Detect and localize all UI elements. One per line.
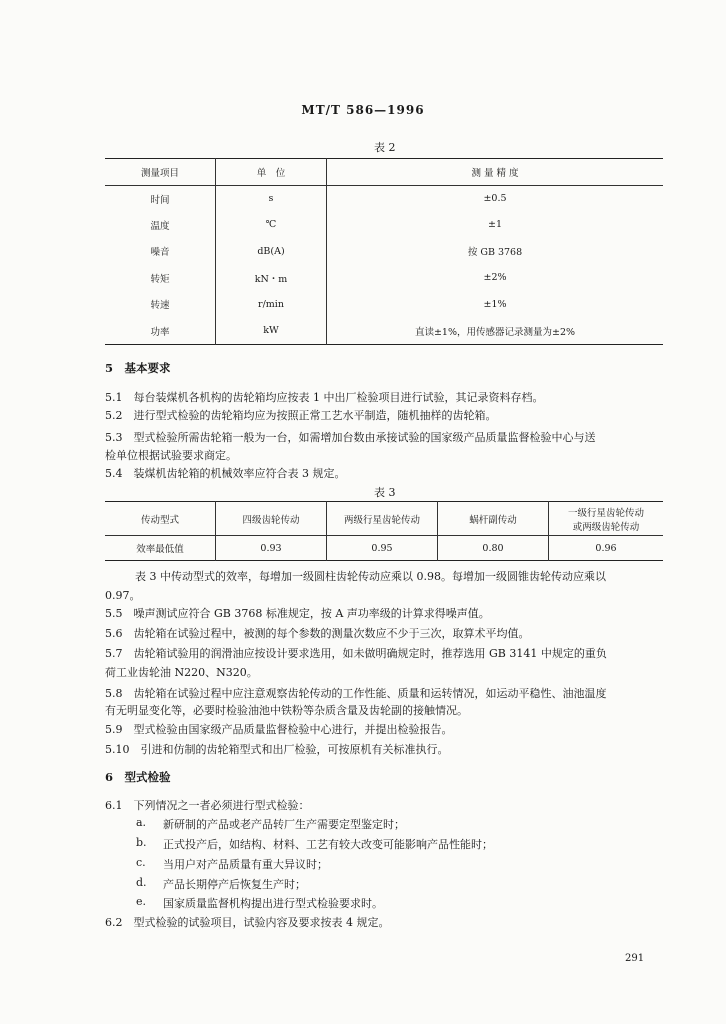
list-item: 产品长期停产后恢复生产时； [163, 878, 306, 891]
table-cell: 时间 [150, 194, 170, 206]
table-row [105, 238, 663, 265]
table3 [105, 501, 663, 561]
table-cell: 直读±1%，用传感器记录测量为±2% [327, 318, 664, 345]
table-cell: ±1 [327, 212, 664, 239]
page-number: 291 [625, 953, 645, 964]
table-header-line: 或两级齿轮传动 [572, 521, 640, 533]
list-item: 正式投产后，如结构、材料、工艺有较大改变可能影响产品性能时； [163, 838, 493, 851]
table-cell: 0.95 [327, 536, 438, 561]
list-item-marker: e. [136, 895, 147, 908]
table-cell: 0.80 [438, 536, 549, 561]
table-cell: ℃ [216, 212, 327, 239]
list-item-marker: b. [136, 836, 147, 849]
paragraph-5-10: 5.10 引进和仿制的齿轮箱型式和出厂检验，可按原机有关标准执行。 [105, 743, 449, 756]
table-cell: 转速 [150, 300, 170, 312]
table-cell: kW [216, 318, 327, 345]
table3-note: 表 3 中传动型式的效率，每增加一级圆柱齿轮传动应乘以 0.98。每增加一级圆锥齿轮传动应乘以 [135, 570, 606, 583]
table-header-line: 一级行星齿轮传动 [567, 507, 644, 519]
table-header-cell: 测量项目 [105, 159, 216, 186]
paragraph-5-8: 5.8 齿轮箱在试验过程中应注意观察齿轮传动的工作性能、质量和运转情况，如运动平稳性、油池温度 [105, 687, 607, 700]
table-row [105, 536, 663, 561]
list-item-marker: c. [136, 856, 146, 869]
table-cell: 温度 [150, 220, 170, 232]
table2 [105, 158, 663, 345]
table-cell: ±2% [327, 265, 664, 292]
paragraph-5-7-cont: 荷工业齿轮油 N220、N320。 [105, 666, 258, 679]
table-cell: 转矩 [150, 273, 170, 285]
table-header-cell: 蜗杆副传动 [438, 502, 549, 536]
paragraph-5-4: 5.4 装煤机齿轮箱的机械效率应符合表 3 规定。 [105, 467, 346, 480]
list-item-marker: d. [136, 876, 147, 889]
paragraph-5-6: 5.6 齿轮箱在试验过程中，被测的每个参数的测量次数应不少于三次，取算术平均值。 [105, 627, 530, 640]
section-5-title: 5 基本要求 [105, 361, 171, 375]
table-header-cell: 测 量 精 度 [327, 159, 664, 186]
paragraph-5-8-cont: 有无明显变化等，必要时检验油池中铁粉等杂质含量及齿轮副的接触情况。 [105, 704, 468, 717]
paragraph-5-3-cont: 检单位根据试验要求商定。 [105, 449, 237, 462]
paragraph-5-3: 5.3 型式检验所需齿轮箱一般为一台，如需增加台数由承接试验的国家级产品质量监督检验中心与送 [105, 431, 596, 444]
table-cell: ±1% [327, 291, 664, 318]
list-item: 当用户对产品质量有重大异议时； [163, 858, 328, 871]
table-row [105, 291, 663, 318]
table3-note-cont: 0.97。 [105, 589, 141, 602]
paragraph-6-1: 6.1 下列情况之一者必须进行型式检验： [105, 799, 310, 812]
list-item: 国家质量监督机构提出进行型式检验要求时。 [163, 897, 383, 910]
table-header-row [105, 159, 663, 186]
table-header-cell: 四级齿轮传动 [216, 502, 327, 536]
table-row [105, 265, 663, 292]
list-item: 新研制的产品或老产品转厂生产需要定型鉴定时； [163, 818, 405, 831]
table-cell: 按 GB 3768 [327, 238, 664, 265]
table3-caption: 表 3 [374, 486, 396, 499]
table-header-cell: 传动型式 [105, 502, 216, 536]
table-row [105, 318, 663, 345]
table-cell: 效率最低值 [136, 544, 184, 555]
table-cell: dB(A) [216, 238, 327, 265]
table-row [105, 212, 663, 239]
list-item-marker: a. [136, 816, 147, 829]
table-cell: ±0.5 [327, 185, 664, 212]
table-cell: 0.96 [549, 536, 664, 561]
table-cell: 功率 [150, 326, 170, 338]
table-header-cell [549, 502, 664, 536]
table-cell: 0.93 [216, 536, 327, 561]
paragraph-6-2: 6.2 型式检验的试验项目，试验内容及要求按表 4 规定。 [105, 916, 390, 929]
table-cell: r/min [216, 291, 327, 318]
section-6-title: 6 型式检验 [105, 770, 171, 784]
table-cell: kN・m [216, 265, 327, 292]
paragraph-5-1: 5.1 每台装煤机各机构的齿轮箱均应按表 1 中出厂检验项目进行试验，其记录资料存档。 [105, 391, 544, 404]
table2-caption: 表 2 [374, 141, 396, 154]
table-header-cell: 两级行星齿轮传动 [327, 502, 438, 536]
table-cell: 噪音 [150, 247, 170, 259]
table-cell: s [216, 185, 327, 212]
table-header-row [105, 502, 663, 536]
table-row [105, 185, 663, 212]
document-header: MT/T 586—1996 [301, 103, 425, 117]
table-header-cell: 单 位 [216, 159, 327, 186]
paragraph-5-2: 5.2 进行型式检验的齿轮箱均应为按照正常工艺水平制造，随机抽样的齿轮箱。 [105, 409, 497, 422]
paragraph-5-7: 5.7 齿轮箱试验用的润滑油应按设计要求选用，如未做明确规定时，推荐选用 GB 3141 中规定的重负 [105, 647, 607, 660]
paragraph-5-5: 5.5 噪声测试应符合 GB 3768 标准规定，按 A 声功率级的计算求得噪声值。 [105, 607, 490, 620]
paragraph-5-9: 5.9 型式检验由国家级产品质量监督检验中心进行，并提出检验报告。 [105, 723, 453, 736]
